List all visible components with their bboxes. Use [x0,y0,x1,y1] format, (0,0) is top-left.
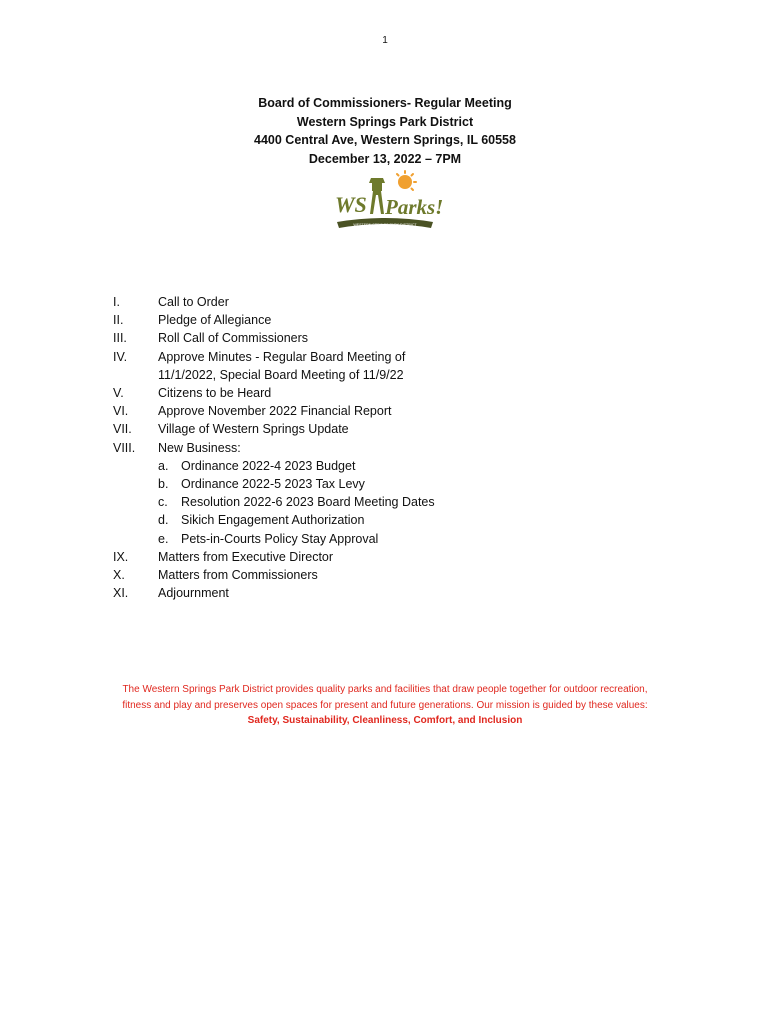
agenda-item-number: X. [113,568,125,583]
sub-item-text: Pets-in-Courts Policy Stay Approval [181,531,379,546]
agenda-item-number: VI. [113,404,129,419]
sub-item-letter: d. [158,513,169,528]
agenda-item-text: Citizens to be Heard [158,386,272,401]
sub-item-letter: a. [158,458,169,473]
agenda-list [113,293,673,602]
agenda-item-number: VII. [113,422,132,437]
page-number: 1 [382,35,388,46]
sub-item-letter: c. [158,495,168,510]
district-name: Western Springs Park District [296,114,474,129]
water-tower-icon [369,178,385,214]
agenda-item-number: II. [113,313,124,328]
agenda-item-number: V. [113,386,124,401]
agenda-item [113,548,673,566]
agenda-item-number: III. [113,331,127,346]
document-header [0,94,770,168]
agenda-item-text-continued: 11/1/2022, Special Board Meeting of 11/9/22 [158,367,404,382]
agenda-item-text: Adjournment [158,586,229,601]
agenda-item [113,311,673,329]
agenda-item-text: Matters from Executive Director [158,549,334,564]
agenda-item-number: VIII. [113,440,136,455]
agenda-item [113,402,673,420]
agenda-item-text: Roll Call of Commissioners [158,331,309,346]
sub-item-letter: b. [158,477,169,492]
agenda-item-text: Approve November 2022 Financial Report [158,404,392,419]
sub-item-text: Sikich Engagement Authorization [181,513,365,528]
new-business-list [158,457,673,548]
meeting-date: December 13, 2022 – 7PM [308,151,462,166]
agenda-item [113,420,673,438]
logo-ws-text: WS [335,192,367,217]
agenda-item [113,293,673,311]
agenda-item-text: Pledge of Allegiance [158,313,272,328]
district-address: 4400 Central Ave, Western Springs, IL 60558 [254,133,516,147]
mission-values: Safety, Sustainability, Cleanliness, Comfort, and Inclusion [247,715,523,726]
agenda-item-number: I. [113,295,120,309]
agenda-item [113,584,673,602]
logo-parks-text: Parks! [385,195,444,219]
agenda-item-text: New Business: [158,440,241,455]
new-business-item [158,530,673,548]
agenda-item [113,329,673,347]
agenda-item-text: Approve Minutes - Regular Board Meeting of [158,349,406,364]
mission-line-1: The Western Springs Park District provides quality parks and facilities that draw people together for outdoor recreation, [122,684,648,695]
sub-item-text: Ordinance 2022-5 2023 Tax Levy [181,477,365,492]
new-business-item [158,475,673,493]
logo-banner [337,218,433,228]
agenda-item [113,566,673,584]
logo-banner-text: WESTERN SPRINGS PARK DISTRICT [353,223,417,227]
agenda-item [113,348,673,384]
agenda-item-text: Village of Western Springs Update [158,422,349,437]
new-business-item [158,493,673,511]
new-business-item [158,457,673,475]
mission-line-2: fitness and play and preserves open spaces for present and future generations. Our mission is guided by these values: [122,699,648,711]
ws-parks-logo [333,170,444,230]
mission-statement [0,682,770,729]
agenda-item-number: IV. [113,349,128,364]
new-business-item [158,511,673,529]
meeting-title: Board of Commissioners- Regular Meeting [258,96,512,110]
agenda-item [113,384,673,402]
sun-icon [397,171,416,190]
sub-item-text: Resolution 2022-6 2023 Board Meeting Dates [181,495,435,510]
agenda-item-number: IX. [113,549,129,564]
agenda-item-new-business [113,439,673,548]
agenda-item-number: XI. [113,586,129,601]
sub-item-text: Ordinance 2022-4 2023 Budget [181,458,356,473]
agenda-item-text: Matters from Commissioners [158,568,318,583]
sub-item-letter: e. [158,531,169,546]
agenda-item-text: Call to Order [158,295,229,309]
